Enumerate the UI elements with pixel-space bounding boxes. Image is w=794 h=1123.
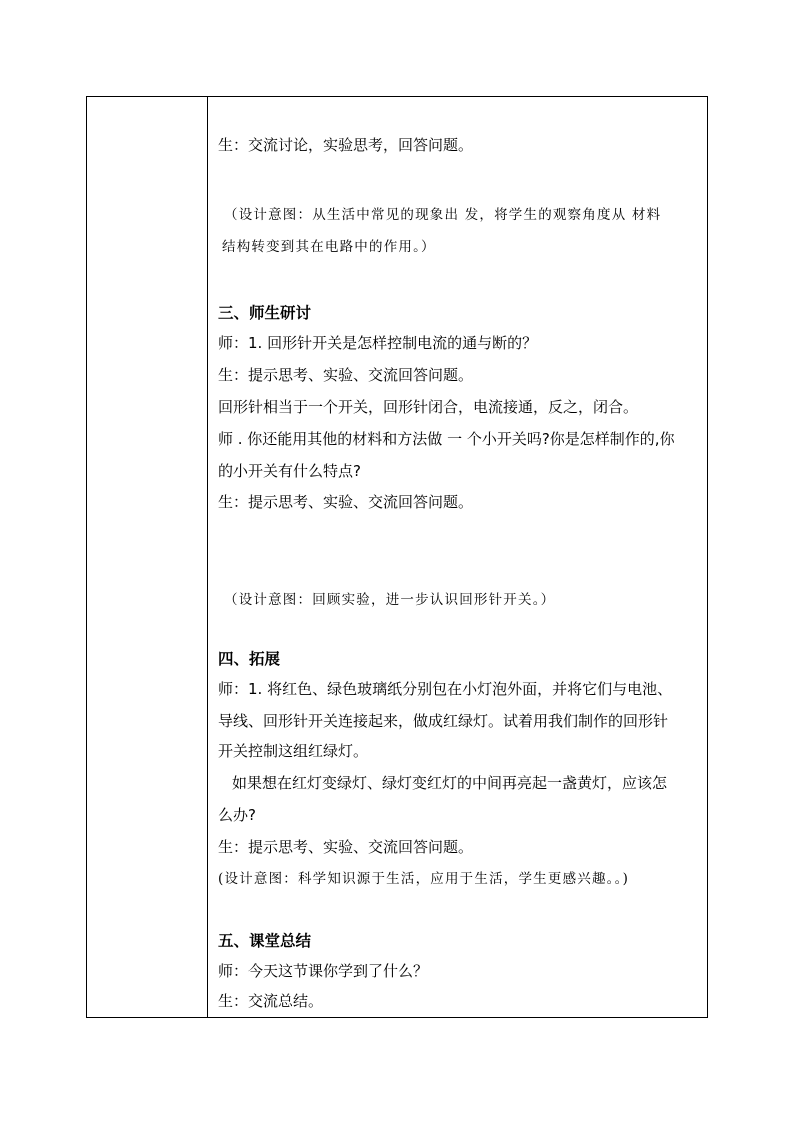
teacher-question: 么办? — [218, 806, 256, 824]
teacher-question: 的小开关有什么特点? — [218, 462, 361, 480]
lesson-table — [86, 96, 708, 1018]
section-heading: 四、拓展 — [218, 650, 281, 668]
table-left-column — [87, 97, 208, 1017]
teacher-question: 如果想在红灯变绿灯、绿灯变红灯的中间再亮起一盏黄灯，应该怎 — [232, 774, 668, 792]
student-response: 生：提示思考、实验、交流回答问题。 — [218, 838, 474, 856]
explanation-text: 回形针相当于一个开关，回形针闭合，电流接通，反之，闭合。 — [218, 398, 639, 416]
student-response: 生：提示思考、实验、交流回答问题。 — [218, 493, 474, 511]
teacher-question: 师：今天这节课你学到了什么？ — [218, 962, 429, 980]
design-intent-note: （设计意图：回顾实验，进一步认识回形针开关。） — [224, 592, 556, 608]
teacher-question: 师：1. 将红色、绿色玻璃纸分别包在小灯泡外面，并将它们与电池、 — [218, 680, 673, 698]
design-intent-note: 结构转变到其在电路中的作用。） — [222, 239, 436, 255]
table-right-column — [208, 97, 707, 1017]
student-response: 生：交流总结。 — [218, 992, 324, 1010]
teacher-question: 师 . 你还能用其他的材料和方法做 一 个小开关吗?你是怎样制作的,你 — [218, 430, 675, 448]
teacher-question: 师：1. 回形针开关是怎样控制电流的通与断的？ — [218, 334, 538, 352]
section-heading: 三、师生研讨 — [218, 304, 312, 322]
teacher-question: 导线、回形针开关连接起来，做成红绿灯。试着用我们制作的回形针 — [218, 712, 669, 730]
design-intent-note: (设计意图：科学知识源于生活，应用于生活，学生更感兴趣。。) — [218, 871, 630, 887]
design-intent-note: （设计意图：从生活中常见的现象出 发，将学生的观察角度从 材料 — [224, 207, 662, 223]
student-response: 生：提示思考、实验、交流回答问题。 — [218, 366, 474, 384]
section-heading: 五、课堂总结 — [218, 932, 312, 950]
student-response: 生：交流讨论，实验思考，回答问题。 — [218, 136, 474, 154]
teacher-question: 开关控制这组红绿灯。 — [218, 742, 369, 760]
